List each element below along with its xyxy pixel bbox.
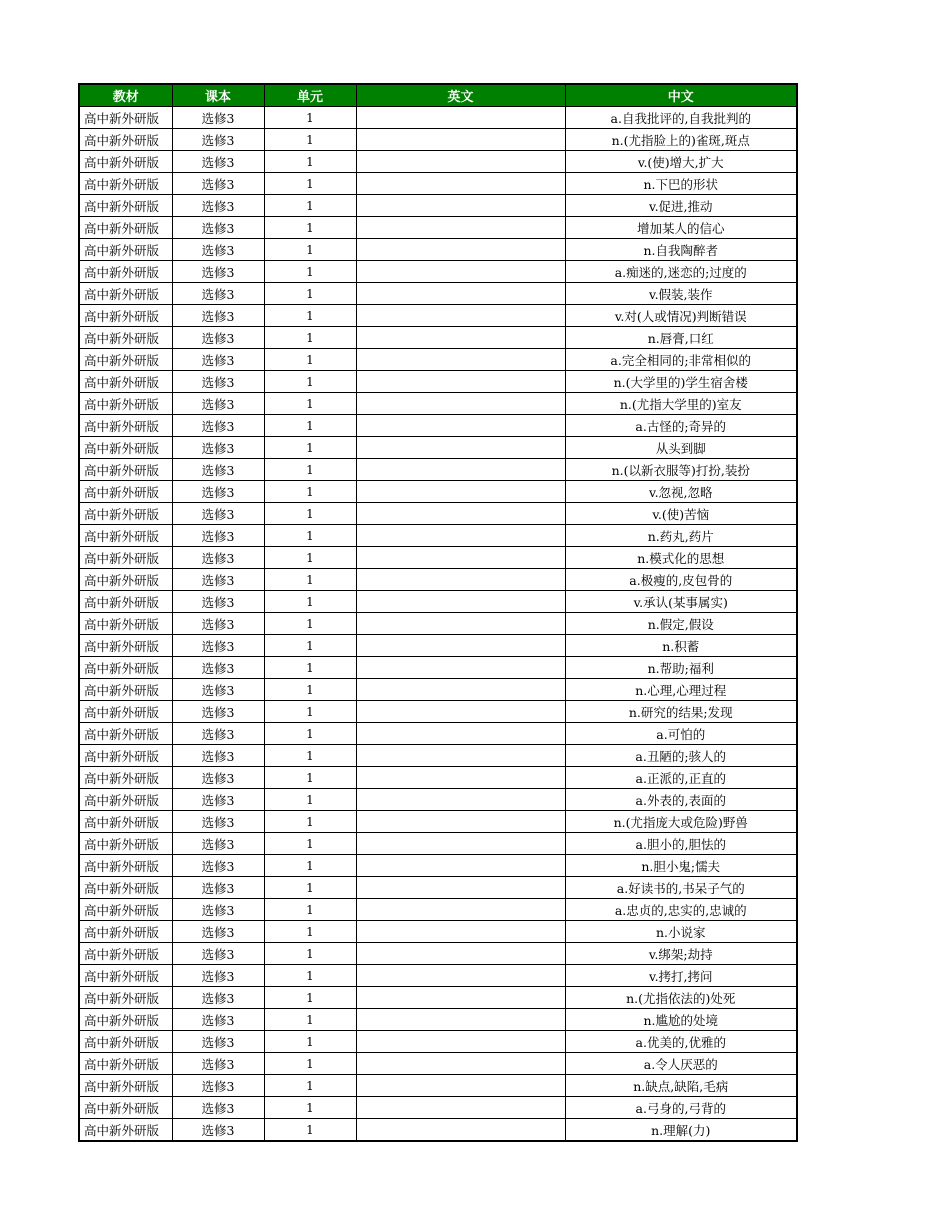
cell-chinese[interactable]: v.对(人或情况)判断错误 — [565, 305, 797, 327]
table-row — [79, 129, 797, 151]
cell-book[interactable]: 选修3 — [172, 1119, 264, 1142]
cell-english[interactable] — [356, 195, 565, 217]
cell-chinese[interactable]: n.下巴的形状 — [565, 173, 797, 195]
cell-unit[interactable]: 1 — [264, 481, 356, 503]
cell-book[interactable]: 选修3 — [172, 1031, 264, 1053]
table-row — [79, 503, 797, 525]
cell-chinese[interactable]: n.(尤指大学里的)室友 — [565, 393, 797, 415]
table-row — [79, 283, 797, 305]
table-row — [79, 459, 797, 481]
cell-book[interactable]: 选修3 — [172, 569, 264, 591]
header-chinese: 中文 — [565, 84, 797, 107]
cell-chinese[interactable]: a.可怕的 — [565, 723, 797, 745]
cell-unit[interactable]: 1 — [264, 327, 356, 349]
table-row — [79, 569, 797, 591]
cell-english[interactable] — [356, 525, 565, 547]
table-row — [79, 481, 797, 503]
cell-unit[interactable]: 1 — [264, 767, 356, 789]
cell-chinese[interactable]: n.(以新衣服等)打扮,装扮 — [565, 459, 797, 481]
table-row — [79, 723, 797, 745]
cell-textbook[interactable]: 高中新外研版 — [79, 503, 172, 525]
cell-textbook[interactable]: 高中新外研版 — [79, 1053, 172, 1075]
cell-english[interactable] — [356, 613, 565, 635]
cell-unit[interactable]: 1 — [264, 833, 356, 855]
header-unit: 单元 — [264, 84, 356, 107]
cell-english[interactable] — [356, 371, 565, 393]
table-row — [79, 195, 797, 217]
cell-chinese[interactable]: 从头到脚 — [565, 437, 797, 459]
cell-textbook[interactable]: 高中新外研版 — [79, 415, 172, 437]
cell-textbook[interactable]: 高中新外研版 — [79, 701, 172, 723]
cell-unit[interactable]: 1 — [264, 437, 356, 459]
cell-chinese[interactable]: a.完全相同的;非常相似的 — [565, 349, 797, 371]
table-row — [79, 305, 797, 327]
cell-chinese[interactable]: n.尴尬的处境 — [565, 1009, 797, 1031]
table-row — [79, 239, 797, 261]
cell-english[interactable] — [356, 701, 565, 723]
cell-english[interactable] — [356, 833, 565, 855]
cell-textbook[interactable]: 高中新外研版 — [79, 723, 172, 745]
cell-unit[interactable]: 1 — [264, 591, 356, 613]
table-body — [79, 107, 797, 1142]
table-row — [79, 899, 797, 921]
cell-textbook[interactable]: 高中新外研版 — [79, 1009, 172, 1031]
cell-book[interactable]: 选修3 — [172, 547, 264, 569]
table-row — [79, 1075, 797, 1097]
cell-english[interactable] — [356, 943, 565, 965]
table-row — [79, 547, 797, 569]
cell-book[interactable]: 选修3 — [172, 239, 264, 261]
cell-chinese[interactable]: n.积蓄 — [565, 635, 797, 657]
cell-book[interactable]: 选修3 — [172, 657, 264, 679]
cell-unit[interactable]: 1 — [264, 151, 356, 173]
table-row — [79, 349, 797, 371]
cell-book[interactable]: 选修3 — [172, 1009, 264, 1031]
table-row — [79, 1009, 797, 1031]
cell-book[interactable]: 选修3 — [172, 437, 264, 459]
cell-english[interactable] — [356, 899, 565, 921]
cell-english[interactable] — [356, 129, 565, 151]
cell-english[interactable] — [356, 1075, 565, 1097]
cell-english[interactable] — [356, 767, 565, 789]
cell-chinese[interactable]: a.忠贞的,忠实的,忠诚的 — [565, 899, 797, 921]
cell-unit[interactable]: 1 — [264, 283, 356, 305]
cell-english[interactable] — [356, 437, 565, 459]
cell-english[interactable] — [356, 503, 565, 525]
table-row — [79, 1097, 797, 1119]
cell-textbook[interactable]: 高中新外研版 — [79, 613, 172, 635]
cell-textbook[interactable]: 高中新外研版 — [79, 239, 172, 261]
cell-textbook[interactable]: 高中新外研版 — [79, 789, 172, 811]
cell-textbook[interactable]: 高中新外研版 — [79, 547, 172, 569]
cell-chinese[interactable]: v.假装,装作 — [565, 283, 797, 305]
table-row — [79, 811, 797, 833]
cell-textbook[interactable]: 高中新外研版 — [79, 459, 172, 481]
table-row — [79, 173, 797, 195]
cell-chinese[interactable]: a.古怪的;奇异的 — [565, 415, 797, 437]
cell-english[interactable] — [356, 393, 565, 415]
cell-textbook[interactable]: 高中新外研版 — [79, 481, 172, 503]
cell-english[interactable] — [356, 305, 565, 327]
cell-book[interactable]: 选修3 — [172, 173, 264, 195]
cell-unit[interactable]: 1 — [264, 657, 356, 679]
cell-book[interactable]: 选修3 — [172, 723, 264, 745]
cell-english[interactable] — [356, 965, 565, 987]
cell-chinese[interactable]: n.小说家 — [565, 921, 797, 943]
cell-chinese[interactable]: n.模式化的思想 — [565, 547, 797, 569]
cell-textbook[interactable]: 高中新外研版 — [79, 195, 172, 217]
cell-textbook[interactable]: 高中新外研版 — [79, 811, 172, 833]
cell-unit[interactable]: 1 — [264, 943, 356, 965]
table-row — [79, 921, 797, 943]
cell-book[interactable]: 选修3 — [172, 349, 264, 371]
cell-book[interactable]: 选修3 — [172, 261, 264, 283]
table-row — [79, 393, 797, 415]
cell-unit[interactable]: 1 — [264, 217, 356, 239]
cell-english[interactable] — [356, 261, 565, 283]
cell-chinese[interactable]: a.痴迷的,迷恋的;过度的 — [565, 261, 797, 283]
cell-textbook[interactable]: 高中新外研版 — [79, 1075, 172, 1097]
cell-book[interactable]: 选修3 — [172, 393, 264, 415]
cell-english[interactable] — [356, 547, 565, 569]
cell-unit[interactable]: 1 — [264, 701, 356, 723]
cell-book[interactable]: 选修3 — [172, 701, 264, 723]
cell-unit[interactable]: 1 — [264, 547, 356, 569]
cell-unit[interactable]: 1 — [264, 503, 356, 525]
table-row — [79, 943, 797, 965]
cell-unit[interactable]: 1 — [264, 1075, 356, 1097]
cell-book[interactable]: 选修3 — [172, 789, 264, 811]
cell-book[interactable]: 选修3 — [172, 745, 264, 767]
cell-book[interactable]: 选修3 — [172, 481, 264, 503]
vocabulary-table — [78, 83, 798, 1142]
cell-english[interactable] — [356, 789, 565, 811]
cell-unit[interactable]: 1 — [264, 1119, 356, 1142]
table-row — [79, 613, 797, 635]
cell-book[interactable]: 选修3 — [172, 415, 264, 437]
cell-textbook[interactable]: 高中新外研版 — [79, 679, 172, 701]
cell-textbook[interactable]: 高中新外研版 — [79, 151, 172, 173]
cell-english[interactable] — [356, 569, 565, 591]
cell-unit[interactable]: 1 — [264, 305, 356, 327]
cell-unit[interactable]: 1 — [264, 1053, 356, 1075]
cell-textbook[interactable]: 高中新外研版 — [79, 833, 172, 855]
cell-english[interactable] — [356, 1031, 565, 1053]
table-row — [79, 965, 797, 987]
cell-english[interactable] — [356, 349, 565, 371]
cell-unit[interactable]: 1 — [264, 811, 356, 833]
table-row — [79, 635, 797, 657]
cell-book[interactable]: 选修3 — [172, 371, 264, 393]
cell-unit[interactable]: 1 — [264, 569, 356, 591]
cell-chinese[interactable]: n.(尤指依法的)处死 — [565, 987, 797, 1009]
cell-textbook[interactable]: 高中新外研版 — [79, 1031, 172, 1053]
cell-book[interactable]: 选修3 — [172, 217, 264, 239]
table-row — [79, 217, 797, 239]
cell-unit[interactable]: 1 — [264, 239, 356, 261]
cell-unit[interactable]: 1 — [264, 635, 356, 657]
cell-chinese[interactable]: n.药丸,药片 — [565, 525, 797, 547]
cell-chinese[interactable]: a.胆小的,胆怯的 — [565, 833, 797, 855]
cell-book[interactable]: 选修3 — [172, 811, 264, 833]
cell-unit[interactable]: 1 — [264, 371, 356, 393]
cell-english[interactable] — [356, 415, 565, 437]
table-row — [79, 789, 797, 811]
cell-textbook[interactable]: 高中新外研版 — [79, 877, 172, 899]
cell-book[interactable]: 选修3 — [172, 855, 264, 877]
table-row — [79, 1031, 797, 1053]
cell-book[interactable]: 选修3 — [172, 1075, 264, 1097]
cell-unit[interactable]: 1 — [264, 525, 356, 547]
cell-chinese[interactable]: n.胆小鬼;懦夫 — [565, 855, 797, 877]
cell-english[interactable] — [356, 481, 565, 503]
cell-english[interactable] — [356, 283, 565, 305]
cell-unit[interactable]: 1 — [264, 1097, 356, 1119]
cell-textbook[interactable]: 高中新外研版 — [79, 745, 172, 767]
cell-book[interactable]: 选修3 — [172, 1097, 264, 1119]
cell-unit[interactable]: 1 — [264, 921, 356, 943]
cell-textbook[interactable]: 高中新外研版 — [79, 965, 172, 987]
cell-book[interactable]: 选修3 — [172, 459, 264, 481]
cell-chinese[interactable]: a.优美的,优雅的 — [565, 1031, 797, 1053]
cell-english[interactable] — [356, 107, 565, 129]
cell-textbook[interactable]: 高中新外研版 — [79, 635, 172, 657]
cell-textbook[interactable]: 高中新外研版 — [79, 525, 172, 547]
cell-english[interactable] — [356, 657, 565, 679]
cell-chinese[interactable]: 增加某人的信心 — [565, 217, 797, 239]
cell-chinese[interactable]: n.理解(力) — [565, 1119, 797, 1142]
cell-book[interactable]: 选修3 — [172, 965, 264, 987]
cell-chinese[interactable]: v.促进,推动 — [565, 195, 797, 217]
cell-english[interactable] — [356, 459, 565, 481]
cell-chinese[interactable]: n.心理,心理过程 — [565, 679, 797, 701]
cell-textbook[interactable]: 高中新外研版 — [79, 327, 172, 349]
table-row — [79, 679, 797, 701]
cell-textbook[interactable]: 高中新外研版 — [79, 569, 172, 591]
table-row — [79, 1119, 797, 1142]
table-header — [79, 84, 797, 107]
cell-textbook[interactable]: 高中新外研版 — [79, 1119, 172, 1142]
cell-book[interactable]: 选修3 — [172, 107, 264, 129]
cell-english[interactable] — [356, 855, 565, 877]
cell-book[interactable]: 选修3 — [172, 987, 264, 1009]
cell-textbook[interactable]: 高中新外研版 — [79, 283, 172, 305]
table-row — [79, 261, 797, 283]
cell-chinese[interactable]: a.好读书的,书呆子气的 — [565, 877, 797, 899]
header-english: 英文 — [356, 84, 565, 107]
cell-book[interactable]: 选修3 — [172, 195, 264, 217]
cell-chinese[interactable]: v.承认(某事属实) — [565, 591, 797, 613]
cell-textbook[interactable]: 高中新外研版 — [79, 899, 172, 921]
cell-textbook[interactable]: 高中新外研版 — [79, 767, 172, 789]
cell-book[interactable]: 选修3 — [172, 921, 264, 943]
cell-book[interactable]: 选修3 — [172, 305, 264, 327]
cell-chinese[interactable]: v.忽视,忽略 — [565, 481, 797, 503]
cell-english[interactable] — [356, 1119, 565, 1142]
cell-unit[interactable]: 1 — [264, 129, 356, 151]
cell-textbook[interactable]: 高中新外研版 — [79, 1097, 172, 1119]
cell-unit[interactable]: 1 — [264, 1009, 356, 1031]
cell-english[interactable] — [356, 679, 565, 701]
cell-chinese[interactable]: n.自我陶醉者 — [565, 239, 797, 261]
cell-chinese[interactable]: n.(大学里的)学生宿舍楼 — [565, 371, 797, 393]
cell-textbook[interactable]: 高中新外研版 — [79, 129, 172, 151]
table-row — [79, 877, 797, 899]
cell-unit[interactable]: 1 — [264, 745, 356, 767]
cell-unit[interactable]: 1 — [264, 855, 356, 877]
cell-english[interactable] — [356, 635, 565, 657]
table-row — [79, 525, 797, 547]
cell-chinese[interactable]: n.(尤指脸上的)雀斑,斑点 — [565, 129, 797, 151]
cell-chinese[interactable]: n.(尤指庞大或危险)野兽 — [565, 811, 797, 833]
table-row — [79, 833, 797, 855]
cell-textbook[interactable]: 高中新外研版 — [79, 173, 172, 195]
cell-book[interactable]: 选修3 — [172, 877, 264, 899]
cell-book[interactable]: 选修3 — [172, 679, 264, 701]
cell-book[interactable]: 选修3 — [172, 503, 264, 525]
table-row — [79, 767, 797, 789]
cell-textbook[interactable]: 高中新外研版 — [79, 987, 172, 1009]
cell-book[interactable]: 选修3 — [172, 591, 264, 613]
cell-unit[interactable]: 1 — [264, 987, 356, 1009]
cell-book[interactable]: 选修3 — [172, 129, 264, 151]
header-textbook: 教材 — [79, 84, 172, 107]
cell-textbook[interactable]: 高中新外研版 — [79, 393, 172, 415]
cell-textbook[interactable]: 高中新外研版 — [79, 107, 172, 129]
cell-unit[interactable]: 1 — [264, 877, 356, 899]
table-row — [79, 657, 797, 679]
cell-english[interactable] — [356, 987, 565, 1009]
cell-book[interactable]: 选修3 — [172, 525, 264, 547]
cell-unit[interactable]: 1 — [264, 349, 356, 371]
cell-english[interactable] — [356, 173, 565, 195]
cell-unit[interactable]: 1 — [264, 415, 356, 437]
cell-chinese[interactable]: a.丑陋的;骇人的 — [565, 745, 797, 767]
table-row — [79, 107, 797, 129]
cell-textbook[interactable]: 高中新外研版 — [79, 217, 172, 239]
cell-english[interactable] — [356, 1009, 565, 1031]
cell-book[interactable]: 选修3 — [172, 943, 264, 965]
cell-unit[interactable]: 1 — [264, 393, 356, 415]
cell-book[interactable]: 选修3 — [172, 283, 264, 305]
cell-textbook[interactable]: 高中新外研版 — [79, 349, 172, 371]
cell-book[interactable]: 选修3 — [172, 327, 264, 349]
cell-chinese[interactable]: v.(使)增大,扩大 — [565, 151, 797, 173]
cell-book[interactable]: 选修3 — [172, 613, 264, 635]
cell-chinese[interactable]: a.极瘦的,皮包骨的 — [565, 569, 797, 591]
table-row — [79, 1053, 797, 1075]
cell-book[interactable]: 选修3 — [172, 833, 264, 855]
table-row — [79, 151, 797, 173]
cell-textbook[interactable]: 高中新外研版 — [79, 261, 172, 283]
table-row — [79, 745, 797, 767]
cell-unit[interactable]: 1 — [264, 1031, 356, 1053]
cell-chinese[interactable]: n.帮助;福利 — [565, 657, 797, 679]
cell-english[interactable] — [356, 217, 565, 239]
cell-textbook[interactable]: 高中新外研版 — [79, 437, 172, 459]
header-book: 课本 — [172, 84, 264, 107]
cell-book[interactable]: 选修3 — [172, 899, 264, 921]
cell-unit[interactable]: 1 — [264, 789, 356, 811]
cell-unit[interactable]: 1 — [264, 613, 356, 635]
cell-book[interactable]: 选修3 — [172, 767, 264, 789]
cell-unit[interactable]: 1 — [264, 261, 356, 283]
table-row — [79, 701, 797, 723]
cell-chinese[interactable]: n.唇膏,口红 — [565, 327, 797, 349]
cell-english[interactable] — [356, 723, 565, 745]
cell-english[interactable] — [356, 877, 565, 899]
cell-textbook[interactable]: 高中新外研版 — [79, 943, 172, 965]
cell-textbook[interactable]: 高中新外研版 — [79, 657, 172, 679]
cell-book[interactable]: 选修3 — [172, 635, 264, 657]
cell-textbook[interactable]: 高中新外研版 — [79, 305, 172, 327]
table-row — [79, 371, 797, 393]
cell-chinese[interactable]: a.外表的,表面的 — [565, 789, 797, 811]
cell-english[interactable] — [356, 239, 565, 261]
cell-book[interactable]: 选修3 — [172, 1053, 264, 1075]
cell-textbook[interactable]: 高中新外研版 — [79, 921, 172, 943]
cell-unit[interactable]: 1 — [264, 899, 356, 921]
cell-chinese[interactable]: a.令人厌恶的 — [565, 1053, 797, 1075]
cell-chinese[interactable]: v.(使)苦恼 — [565, 503, 797, 525]
cell-textbook[interactable]: 高中新外研版 — [79, 855, 172, 877]
cell-chinese[interactable]: n.缺点,缺陷,毛病 — [565, 1075, 797, 1097]
table-row — [79, 437, 797, 459]
cell-chinese[interactable]: a.正派的,正直的 — [565, 767, 797, 789]
table-row — [79, 855, 797, 877]
cell-chinese[interactable]: n.研究的结果;发现 — [565, 701, 797, 723]
cell-unit[interactable]: 1 — [264, 107, 356, 129]
table-row — [79, 327, 797, 349]
header-row — [79, 84, 797, 107]
cell-english[interactable] — [356, 1053, 565, 1075]
cell-english[interactable] — [356, 745, 565, 767]
cell-chinese[interactable]: v.拷打,拷问 — [565, 965, 797, 987]
cell-unit[interactable]: 1 — [264, 679, 356, 701]
cell-english[interactable] — [356, 151, 565, 173]
cell-textbook[interactable]: 高中新外研版 — [79, 371, 172, 393]
table-row — [79, 591, 797, 613]
cell-unit[interactable]: 1 — [264, 195, 356, 217]
cell-chinese[interactable]: a.弓身的,弓背的 — [565, 1097, 797, 1119]
cell-english[interactable] — [356, 327, 565, 349]
cell-chinese[interactable]: n.假定,假设 — [565, 613, 797, 635]
cell-english[interactable] — [356, 921, 565, 943]
cell-unit[interactable]: 1 — [264, 459, 356, 481]
cell-chinese[interactable]: v.绑架;劫持 — [565, 943, 797, 965]
cell-chinese[interactable]: a.自我批评的,自我批判的 — [565, 107, 797, 129]
cell-textbook[interactable]: 高中新外研版 — [79, 591, 172, 613]
cell-english[interactable] — [356, 591, 565, 613]
cell-unit[interactable]: 1 — [264, 723, 356, 745]
cell-unit[interactable]: 1 — [264, 965, 356, 987]
table-row — [79, 987, 797, 1009]
cell-unit[interactable]: 1 — [264, 173, 356, 195]
cell-english[interactable] — [356, 811, 565, 833]
cell-book[interactable]: 选修3 — [172, 151, 264, 173]
table-row — [79, 415, 797, 437]
cell-english[interactable] — [356, 1097, 565, 1119]
